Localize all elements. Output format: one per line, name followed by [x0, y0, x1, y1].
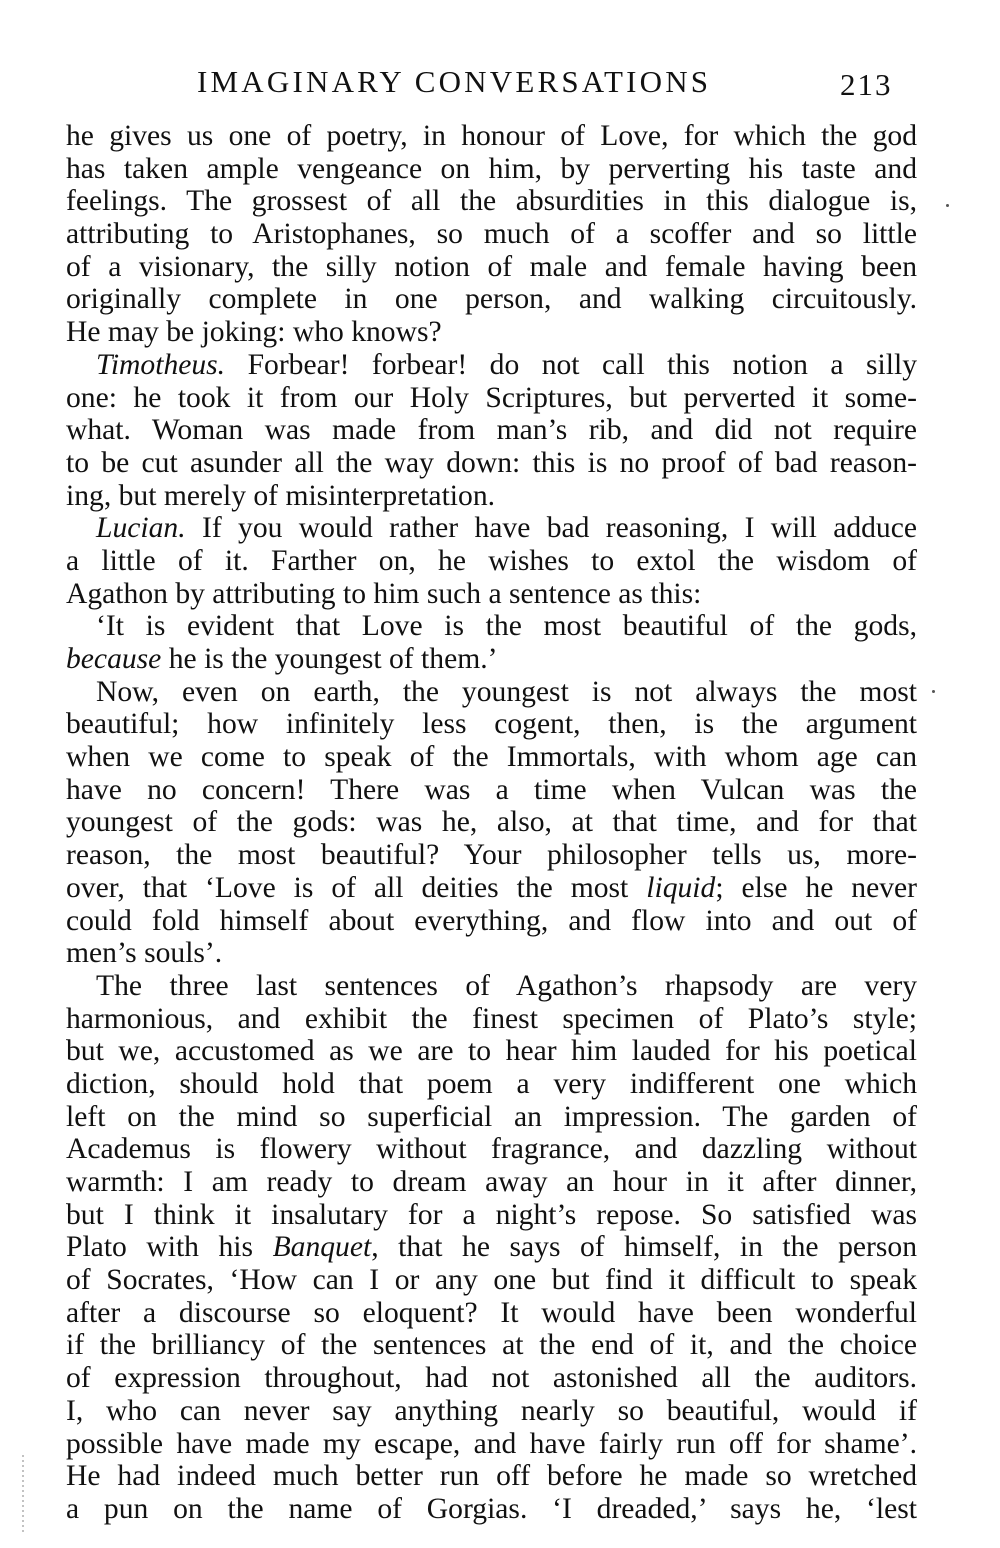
text-fragment: If you would rather have bad reasoning, I will adduce — [201, 512, 917, 545]
text-line: has taken ample vengeance on him, by perverting his taste and — [66, 152, 917, 185]
text-line: of a visionary, the silly notion of male and female having been — [66, 250, 917, 283]
page-number: 213 — [840, 67, 893, 102]
text-line: of expression throughout, had not astonished all the auditors. — [66, 1362, 917, 1395]
text-fragment: , that he says of himself, in the person — [371, 1231, 917, 1264]
text-line: of Socrates, ‘How can I or any one but find it difficult to speak — [66, 1264, 917, 1297]
text-line — [66, 643, 917, 676]
text-line: harmonious, and exhibit the finest specimen of Plato’s style; — [66, 1002, 917, 1035]
scan-speck — [946, 204, 949, 207]
emphasis-text: Banquet — [272, 1231, 372, 1264]
text-line: I, who can never say anything nearly so beautiful, would if — [66, 1394, 917, 1427]
text-line: beautiful; how infinitely less cogent, then, is the argument — [66, 708, 917, 741]
text-line: a pun on the name of Gorgias. ‘I dreaded,’ says he, ‘lest — [66, 1492, 917, 1525]
text-fragment: over, that ‘Love is of all deities the most — [66, 871, 629, 904]
text-line: feelings. The grossest of all the absurdities in this dialogue is, — [66, 185, 917, 218]
speaker-name: Lucian. — [96, 512, 186, 545]
text-line: men’s souls’. — [66, 937, 223, 970]
text-line: to be cut asunder all the way down: this is no proof of bad reason- — [66, 446, 917, 479]
text-fragment: ; else he never — [715, 871, 917, 904]
text-line — [66, 349, 917, 382]
text-line: left on the mind so superficial an impression. The garden of — [66, 1100, 917, 1133]
speaker-name: Timotheus. — [96, 348, 226, 381]
text-line: warmth: I am ready to dream away an hour in it after dinner, — [66, 1166, 917, 1198]
text-line: attributing to Aristophanes, so much of a scoffer and so little — [66, 218, 917, 251]
text-line: after a discourse so eloquent? It would have been wonderful — [66, 1296, 917, 1329]
text-line: originally complete in one person, and walking circuitously. — [66, 283, 917, 316]
scan-speck — [932, 690, 935, 693]
text-fragment: he is the youngest of them.’ — [168, 643, 498, 675]
text-line: He may be joking: who knows? — [66, 316, 442, 349]
scan-margin-mark — [22, 1455, 24, 1535]
text-line: reason, the most beautiful? Your philosopher tells us, more- — [66, 839, 917, 872]
text-line: possible have made my escape, and have fairly run off for shame’. — [66, 1427, 917, 1460]
text-line: Academus is flowery without fragrance, and dazzling without — [66, 1133, 917, 1166]
text-line: have no concern! There was a time when Vulcan was the — [66, 773, 917, 806]
running-title: IMAGINARY CONVERSATIONS — [197, 64, 712, 99]
text-line — [66, 1231, 917, 1264]
text-line: youngest of the gods: was he, also, at that time, and for that — [66, 806, 917, 839]
text-line: he gives us one of poetry, in honour of Love, for which the god — [66, 120, 917, 152]
text-line: ‘It is evident that Love is the most beautiful of the gods, — [96, 610, 917, 643]
text-line: ing, but merely of misinterpretation. — [66, 479, 496, 512]
text-line — [66, 872, 917, 905]
text-line: what. Woman was made from man’s rib, and did not require — [66, 414, 917, 447]
text-line — [66, 512, 917, 545]
text-line: but we, accustomed as we are to hear him lauded for his poetical — [66, 1035, 917, 1068]
text-line: but I think it insalutary for a night’s repose. So satisfied was — [66, 1198, 917, 1231]
text-line: when we come to speak of the Immortals, with whom age can — [66, 741, 917, 774]
text-line: one: he took it from our Holy Scriptures, but perverted it some- — [66, 381, 917, 414]
text-line: diction, should hold that poem a very indifferent one which — [66, 1067, 917, 1100]
text-line: The three last sentences of Agathon’s rhapsody are very — [96, 969, 917, 1002]
text-line: a little of it. Farther on, he wishes to extol the wisdom of — [66, 544, 917, 577]
emphasis-text: because — [66, 643, 162, 675]
body-text — [66, 120, 917, 1526]
text-line: Agathon by attributing to him such a sentence as this: — [66, 577, 702, 610]
emphasis-text: liquid — [646, 871, 716, 904]
text-fragment: Forbear! forbear! do not call this notion a silly — [247, 348, 917, 381]
text-line: could fold himself about everything, and flow into and out of — [66, 904, 917, 937]
text-line: if the brilliancy of the sentences at the end of it, and the choice — [66, 1329, 917, 1362]
text-line: Now, even on earth, the youngest is not always the most — [96, 675, 917, 708]
text-fragment: Plato with his — [66, 1231, 254, 1264]
page-header — [0, 62, 1000, 102]
text-line: He had indeed much better run off before he made so wretched — [66, 1460, 917, 1493]
